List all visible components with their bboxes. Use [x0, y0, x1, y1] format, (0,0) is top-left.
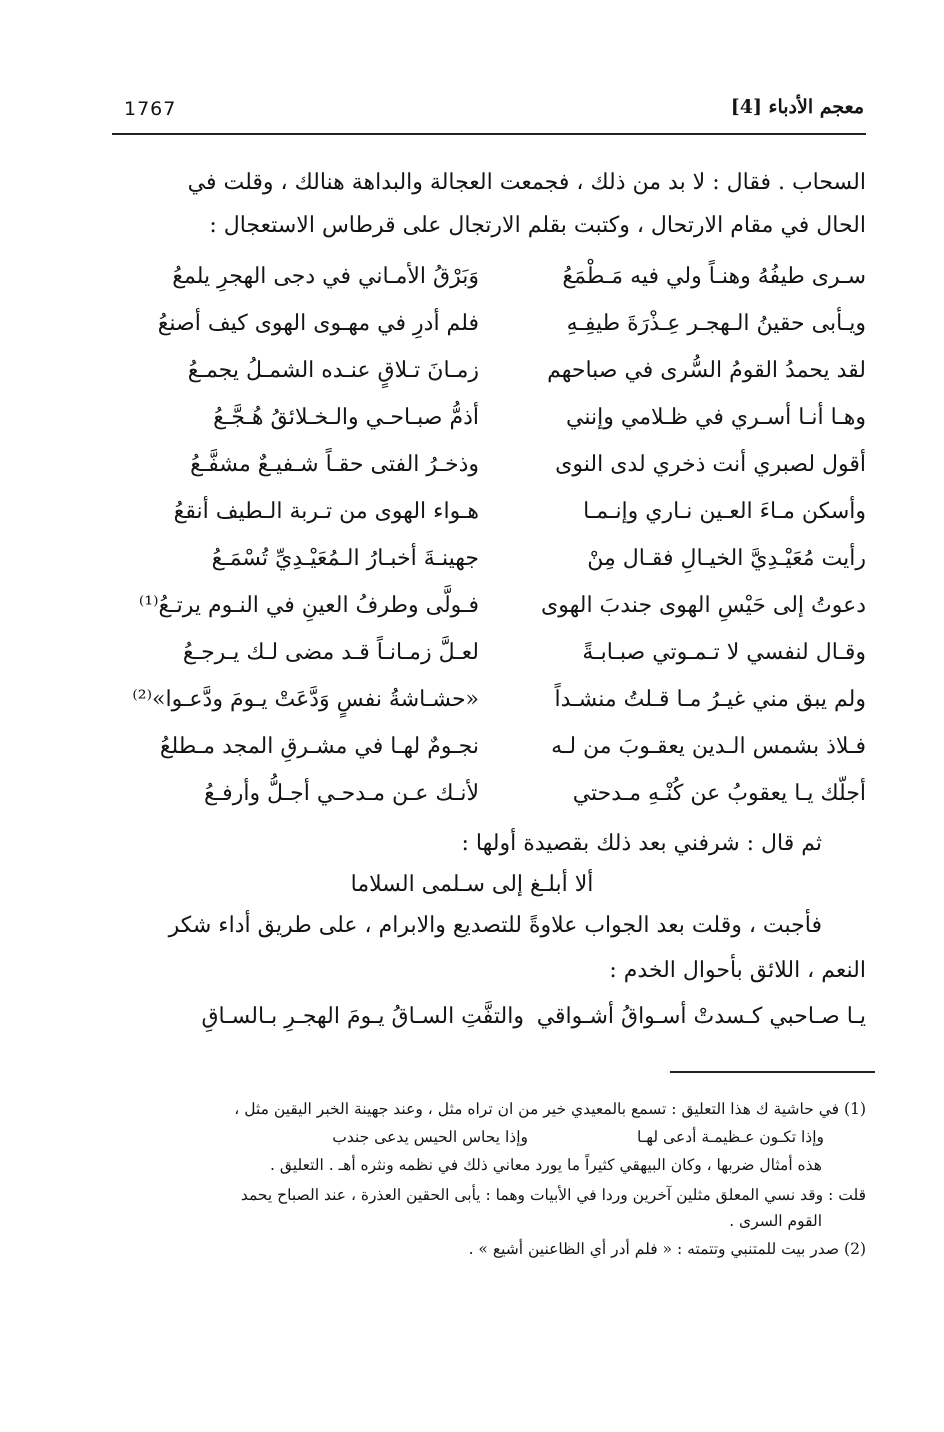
verse-sadr: لقد يحمدُ القومُ السُّرى في صباحهم [547, 358, 866, 383]
paragraph-line: فأجبت ، وقلت بعد الجواب علاوةً للتصديع والابرام ، على طريق أداء شكر [168, 913, 822, 938]
verse-ajuz: والتفَّتِ السـاقُ يـومَ الهجـرِ بـالسـاقِ [201, 1004, 524, 1029]
verse-sadr: وهـا أنـا أسـري في ظـلامي وإنني [566, 405, 866, 430]
footnote-line: هذه أمثال ضربها ، وكان البيهقي كثيراً ما يورد معاني ذلك في نظمه ونثره أهـ . التعليق . [270, 1156, 822, 1174]
verse-sadr: سـرى طيفُهُ وهنـاً ولي فيه مَـطْمَعُ [562, 264, 866, 289]
verse-sadr: وأسكن مـاءَ العـين نـاري وإنـمـا [583, 499, 866, 524]
verse-sadr: أقول لصبري أنت ذخري لدى النوى [555, 452, 866, 477]
verse-ajuz: وَبَرْقُ الأمـاني في دجى الهجرِ يلمعُ [172, 264, 479, 289]
verse-sadr: وقـال لنفسي لا تـمـوتي صبـابـةً [582, 640, 866, 665]
verse-sadr: دعوتُ إلى حَيْسِ الهوى جندبَ الهوى [541, 593, 866, 618]
footnote-verse-ajuz: وإذا يحاس الحيس يدعى جندب [332, 1128, 528, 1146]
footnote-line: القوم السرى . [729, 1212, 822, 1230]
footnote-2: (2) صدر بيت للمتنبي وتتمته : « فلم أدر أي الظاعنين أشيع » . [468, 1240, 866, 1258]
verse-ajuz: «حشـاشةُ نفسٍ وَدَّعَتْ يـومَ ودَّعـوا»⁽²⁾ [132, 687, 479, 712]
verse-ajuz: وذخـرُ الفتى حقـاً شـفيـعٌ مشفَّـعُ [190, 452, 479, 477]
verse-ajuz: لعـلَّ زمـانـاً قـد مضى لـك يـرجـعُ [182, 640, 479, 665]
running-title: معجم الأدباء [4] [730, 96, 864, 118]
verse-ajuz: زمـانَ تـلاقٍ عنـده الشمـلُ يجمـعُ [187, 358, 479, 383]
footnote-line: قلت : وقد نسي المعلق مثلين آخرين وردا في الأبيات وهما : يأبى الحقين العذرة ، عند الصباح يحمد [240, 1186, 866, 1204]
paragraph-line: النعم ، اللائق بأحوال الخدم : [609, 958, 866, 983]
verse-sadr: رأيت مُعَيْـدِيَّ الخيـالِ فقـال مِنْ [587, 546, 866, 571]
verse-ajuz: أذمُّ صبـاحـي والـخـلائقُ هُـجَّـعُ [213, 405, 479, 430]
verse-ajuz: لأنـك عـن مـدحـي أجـلُّ وأرفـعُ [204, 781, 479, 806]
page-number: 1767 [124, 98, 177, 120]
verse-sadr: يـا صـاحبي كـسدتْ أسـواقُ أشـواقي [536, 1004, 866, 1029]
paragraph-line: ثم قال : شرفني بعد ذلك بقصيدة أولها : [461, 831, 822, 856]
page-header [112, 94, 864, 134]
footnote-1: (1) في حاشية ك هذا التعليق : تسمع بالمعيدي خير من ان تراه مثل ، وعند جهينة الخبر اليقين مثل ، [234, 1100, 866, 1118]
paragraph-line: الحال في مقام الارتحال ، وكتبت بقلم الارتجال على قرطاس الاستعجال : [209, 213, 866, 238]
footnote-rule [670, 1071, 875, 1073]
verse-sadr: أجلّك يـا يعقوبُ عن كُنْـهِ مـدحتي [572, 781, 866, 806]
paragraph-line: السحاب . فقال : لا بد من ذلك ، فجمعت العجالة والبداهة هنالك ، وقلت في [187, 170, 866, 195]
verse-ajuz: فلم أدرِ في مهـوى الهوى كيف أصنعُ [157, 311, 479, 336]
footnote-verse-sadr: وإذا تكـون عـظيمـة أدعى لهـا [636, 1128, 824, 1146]
verse-sadr: فـلاذ بشمس الـدين يعقـوبَ من لـه [551, 734, 866, 759]
verse-sadr: ولم يبق مني غيـرُ مـا قـلتُ منشـداً [554, 687, 866, 712]
verse-sadr: ويـأبى حقينُ الـهجـر عِـذْرَةَ طيفِـهِ [566, 311, 866, 336]
header-rule [112, 133, 866, 135]
verse-ajuz: جهينـةَ أخبـارُ الـمُعَيْـدِيِّ تُسْمَـعُ [211, 546, 479, 571]
centered-verse: ألا أبلـغ إلى سـلمى السلاما [350, 872, 594, 897]
verse-ajuz: هـواء الهوى من تـربة الـطيف أنقعُ [173, 499, 479, 524]
verse-ajuz: نجـومٌ لهـا في مشـرقِ المجد مـطلعُ [159, 734, 479, 759]
verse-ajuz: فـولَّى وطرفُ العينِ في النـوم يرتـعُ⁽¹⁾ [138, 593, 479, 618]
